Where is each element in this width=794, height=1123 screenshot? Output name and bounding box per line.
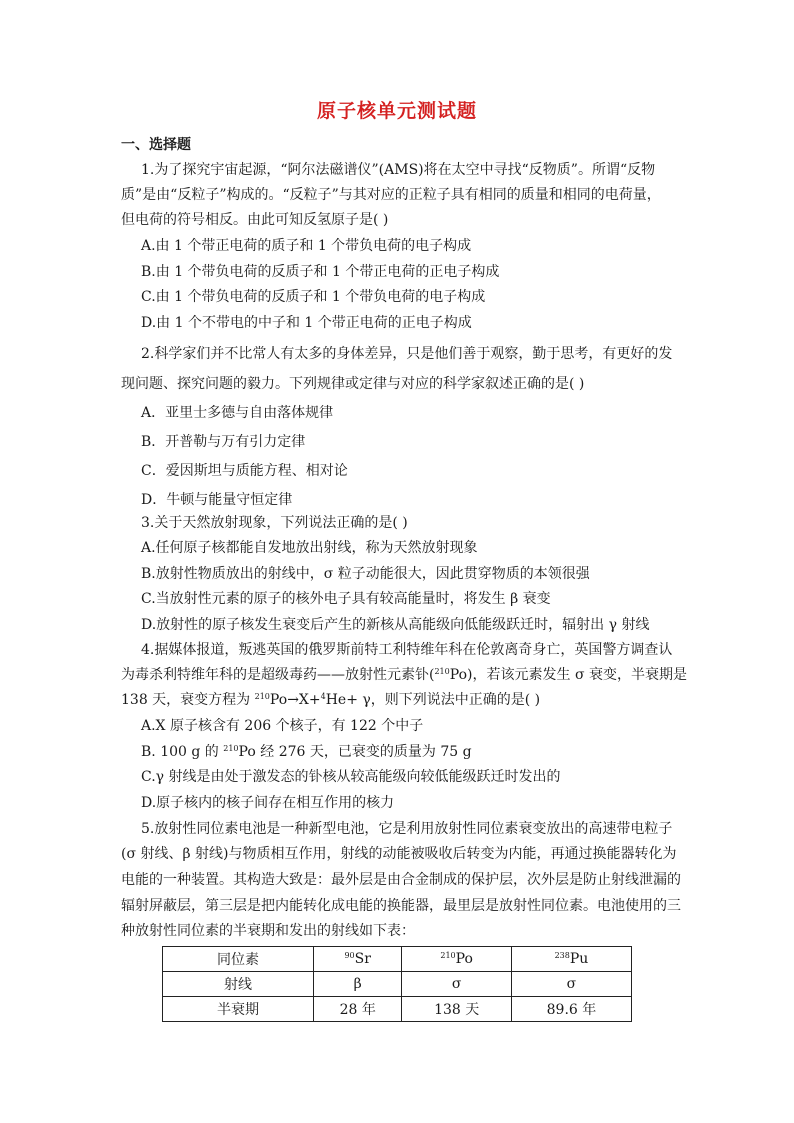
half-life-cell: 28 年 (314, 997, 402, 1022)
half-life-cell: 89.6 年 (511, 997, 631, 1022)
q1-text-line: 质”是由“反粒子”构成的。“反粒子”与其对应的正粒子具有相同的质量和相同的电荷量， (121, 187, 661, 203)
row-header: 同位素 (163, 947, 314, 972)
element-symbol: Pu (569, 951, 589, 967)
q4-text-fragment: Po)，若该元素发生 σ 衰变，半衰期是 (449, 667, 687, 683)
ray-cell: β (314, 972, 402, 997)
q4-option-c: C.γ 射线是由处于激发态的钋核从较高能级向较低能级跃迁时发出的 (141, 769, 561, 785)
q5-text-line: 种放射性同位素的半衰期和发出的射线如下表： (121, 923, 415, 939)
q2-option-b: B．开普勒与万有引力定律 (141, 434, 306, 450)
q4-text-fragment: He+ γ，则下列说法中正确的是( ) (325, 692, 541, 708)
isotope-table (162, 946, 632, 1022)
row-header: 射线 (163, 972, 314, 997)
q3-text-line: 3.关于天然放射现象，下列说法正确的是( ) (141, 515, 408, 531)
element-symbol: Sr (354, 951, 371, 967)
isotope-cell (511, 947, 631, 972)
q3-option-d: D.放射性的原子核发生衰变后产生的新核从高能级向低能级跃迁时，辐射出 γ 射线 (141, 617, 650, 633)
section-heading: 一、选择题 (121, 137, 191, 153)
q4-text-line (121, 691, 540, 709)
q2-text-line: 2.科学家们并不比常人有太多的身体差异，只是他们善于观察，勤于思考，有更好的发 (141, 346, 673, 362)
q1-option-a: A.由 1 个带正电荷的质子和 1 个带负电荷的电子构成 (141, 238, 472, 254)
q3-option-c: C.当放射性元素的原子的核外电子具有较高能量时，将发生 β 衰变 (141, 591, 551, 607)
q4-text-fragment: 138 天，衰变方程为 (121, 692, 255, 708)
mass-number: 238 (554, 951, 570, 960)
row-header: 半衰期 (163, 997, 314, 1022)
q5-text-line: 5.放射性同位素电池是一种新型电池，它是利用放射性同位素衰变放出的高速带电粒子 (141, 821, 673, 837)
q1-option-b: B.由 1 个带负电荷的反质子和 1 个带正电荷的正电子构成 (141, 264, 500, 280)
q3-option-b: B.放射性物质放出的射线中，σ 粒子动能很大，因此贯穿物质的本领很强 (141, 566, 590, 582)
q5-text-line: (σ 射线、β 射线)与物质相互作用，射线的动能被吸收后转变为内能，再通过换能器转化为 (121, 846, 677, 862)
mass-number: 4 (320, 692, 326, 701)
q1-text-line: 但电荷的符号相反。由此可知反氢原子是( ) (121, 212, 389, 228)
q2-option-c: C．爱因斯坦与质能方程、相对论 (141, 463, 348, 479)
ray-cell: σ (402, 972, 512, 997)
ray-cell: σ (511, 972, 631, 997)
table-row (163, 947, 632, 972)
page-title: 原子核单元测试题 (316, 100, 477, 122)
element-symbol: Po (455, 951, 473, 967)
q4-text-fragment: Po 经 276 天，已衰变的质量为 75 g (238, 744, 472, 760)
q1-option-d: D.由 1 个不带电的中子和 1 个带正电荷的正电子构成 (141, 315, 472, 331)
q2-option-a: A．亚里士多德与自由落体规律 (141, 405, 334, 421)
mass-number: 210 (223, 744, 239, 753)
mass-number: 210 (254, 692, 270, 701)
decay-equation: Po→X+ (269, 692, 321, 708)
q4-option-d: D.原子核内的核子间存在相互作用的核力 (141, 795, 395, 811)
q3-option-a: A.任何原子核都能自发地放出射线，称为天然放射现象 (141, 540, 478, 556)
isotope-cell (402, 947, 512, 972)
q5-text-line: 电能的一种装置。其构造大致是：最外层是由合金制成的保护层，次外层是防止射线泄漏的 (121, 872, 681, 888)
q4-option-a: A.X 原子核含有 206 个核子，有 122 个中子 (141, 718, 424, 734)
q4-text-fragment: 为毒杀利特维年科的是超级毒药——放射性元素钋( (121, 667, 435, 683)
q1-text-line: 1.为了探究宇宙起源，“阿尔法磁谱仪”(AMS)将在太空中寻找“反物质”。所谓“反物 (141, 162, 656, 178)
table-row (163, 997, 632, 1022)
isotope-cell (314, 947, 402, 972)
q2-text-line: 现问题、探究问题的毅力。下列规律或定律与对应的科学家叙述正确的是( ) (121, 376, 585, 392)
mass-number: 90 (344, 951, 355, 960)
q4-text-line: 4.据媒体报道，叛逃英国的俄罗斯前特工利特维年科在伦敦离奇身亡，英国警方调查认 (141, 642, 673, 658)
q4-text-line (121, 666, 687, 684)
mass-number: 210 (440, 951, 456, 960)
table-row (163, 972, 632, 997)
q4-text-fragment: B. 100 g 的 (141, 744, 224, 760)
q1-option-c: C.由 1 个带负电荷的反质子和 1 个带负电荷的电子构成 (141, 289, 486, 305)
half-life-cell: 138 天 (402, 997, 512, 1022)
q2-option-d: D．牛顿与能量守恒定律 (141, 492, 293, 508)
q4-option-b (141, 743, 472, 761)
mass-number: 210 (434, 667, 450, 676)
q5-text-line: 辐射屏蔽层，第三层是把内能转化成电能的换能器，最里层是放射性同位素。电池使用的三 (121, 898, 681, 914)
